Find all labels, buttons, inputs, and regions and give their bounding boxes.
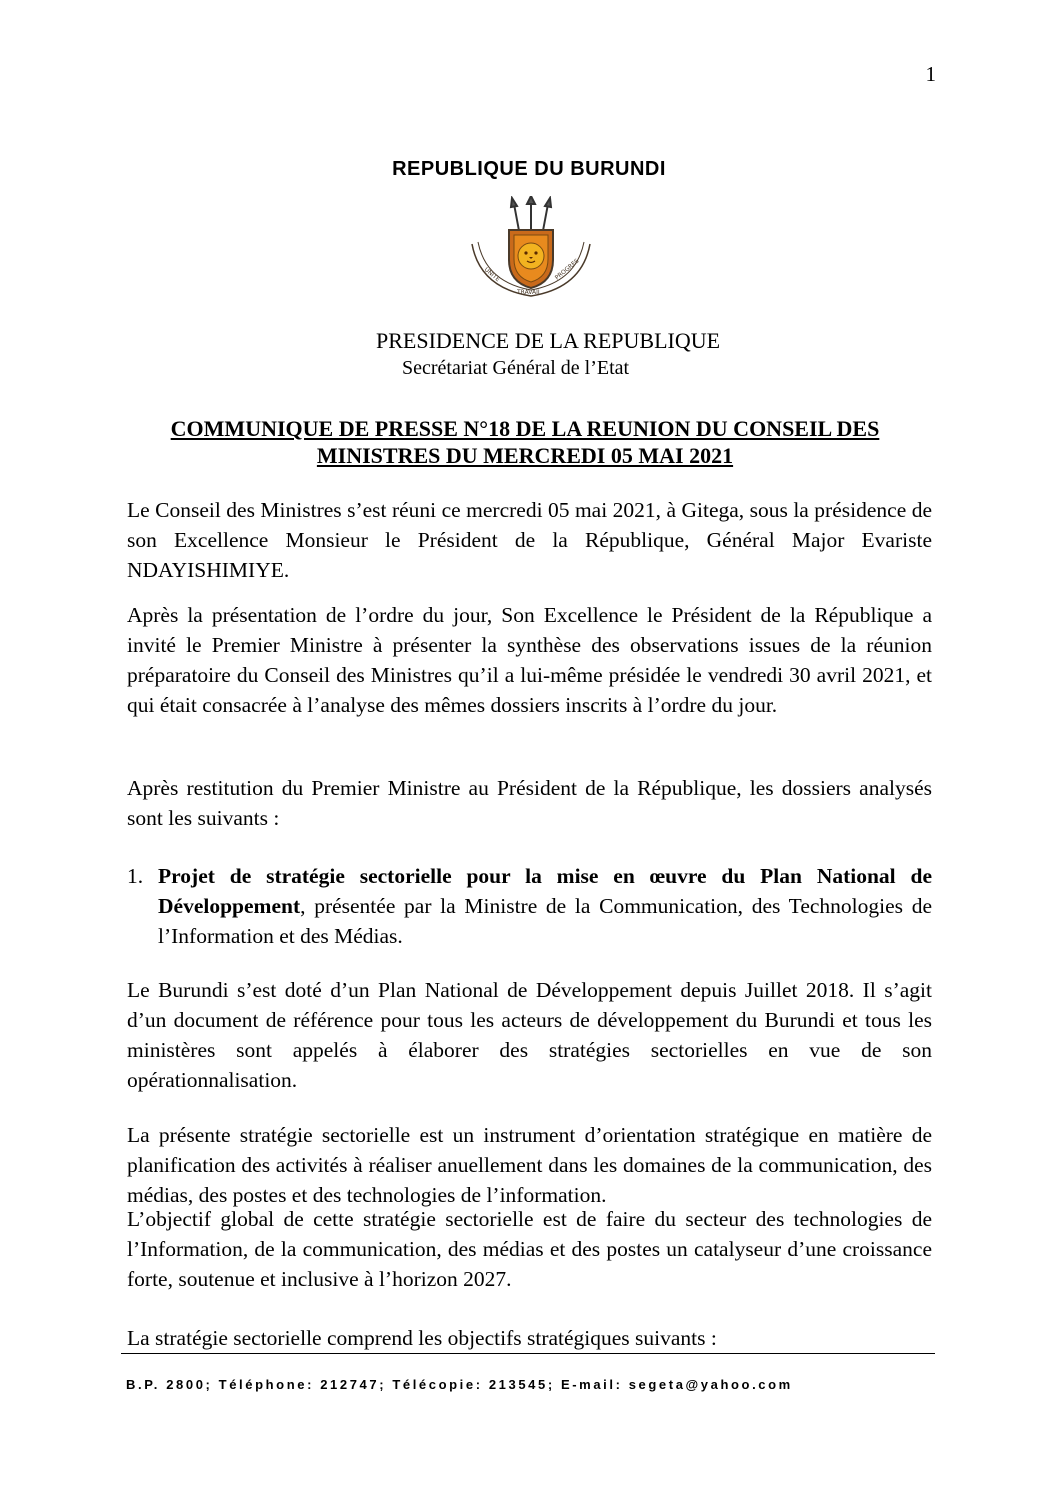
list-item-rest: , présentée par la Ministre de la Communication, des Technologies de l’Information et des Médias.	[158, 894, 932, 948]
list-item-text	[158, 861, 932, 951]
paragraph-restitution: Après restitution du Premier Ministre au Président de la République, les dossiers analysés sont les suivants :	[127, 776, 932, 830]
coat-of-arms-icon	[462, 196, 600, 300]
paragraph-objective: L’objectif global de cette stratégie sectorielle est de faire du secteur des technologies de l’Information, de la communication, des médias et des postes un catalyseur d’une croissance forte, soutenue et inclusive à l’horizon 2027.	[127, 1207, 932, 1291]
page-number: 1	[925, 62, 936, 86]
paragraph-agenda: Après la présentation de l’ordre du jour, Son Excellence le Président de la République a invité le Premier Ministre à présenter la synthèse des observations issues de la réunion préparatoire du Conseil des Ministres qu’il a lui-même présidée le vendredi 30 avril 2021, et qui était consacrée à l’analyse des mêmes dossiers inscrits à l’ordre du jour.	[127, 603, 932, 717]
paragraph-intro: Le Conseil des Ministres s’est réuni ce mercredi 05 mai 2021, à Gitega, sous la présidence de son Excellence Monsieur le Président de la République, Général Major Evariste NDAYISHIMIYE.	[127, 498, 932, 582]
svg-text:PROGRES: PROGRES	[553, 257, 581, 282]
country-heading: REPUBLIQUE DU BURUNDI	[392, 158, 666, 180]
document-title	[120, 415, 930, 469]
title-line-1: COMMUNIQUE DE PRESSE N°18 DE LA REUNION DU CONSEIL DES	[170, 416, 880, 441]
svg-text:UNITE: UNITE	[482, 266, 502, 284]
list-item-title: Projet de stratégie sectorielle pour la mise en œuvre du Plan National de Développement	[158, 864, 932, 918]
office-heading: PRESIDENCE DE LA REPUBLIQUE	[376, 328, 721, 353]
title-line-2: MINISTRES DU MERCREDI 05 MAI 2021	[316, 443, 734, 468]
paragraph-pnd: Le Burundi s’est doté d’un Plan National de Développement depuis Juillet 2018. Il s’agit d’un document de référence pour tous les acteurs de développement du Burundi et tous les ministères sont appelés à élaborer des stratégies sectorielles en vue de son opérationnalisation.	[127, 978, 932, 1092]
footer-divider	[121, 1353, 935, 1354]
paragraph-objectives-intro: La stratégie sectorielle comprend les objectifs stratégiques suivants :	[127, 1326, 717, 1350]
paragraph-strategy: La présente stratégie sectorielle est un instrument d’orientation stratégique en matière de planification des activités à réaliser anuellement dans les domaines de la communication, des médias, des postes et des technologies de l’information.	[127, 1123, 932, 1207]
list-item-number: 1.	[127, 864, 144, 888]
footer-contact: B.P. 2800; Téléphone: 212747; Télécopie: 213545; E-mail: segeta@yahoo.com	[126, 1377, 793, 1392]
svg-text:TRAVAIL: TRAVAIL	[517, 289, 542, 296]
department-heading: Secrétariat Général de l’Etat	[402, 357, 630, 379]
